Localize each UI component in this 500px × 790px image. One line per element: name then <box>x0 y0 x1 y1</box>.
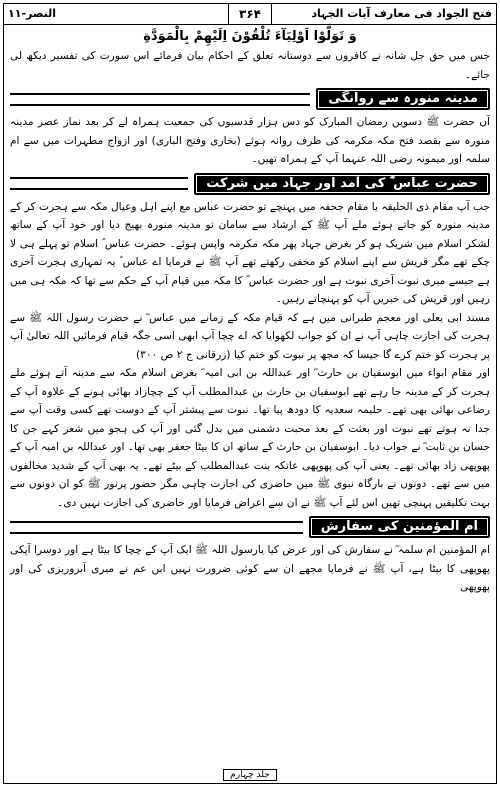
page-content <box>4 25 496 597</box>
section-heading: حضرت عباس ؓ کی آمد اور جہاد میں شرکت <box>194 173 490 195</box>
section-paragraph: آں حضرت ﷺ دسویں رمضان المبارک کو دس ہزار قدسیوں کی جمعیت ہمراہ لے کر بعد نماز عصر مدینہ منورہ سے بقصد فتح مکہ مکرمہ کی طرف روانہ ہوئے (بخاری وفتح الباری) اور ازواج مطہرات میں سے ام سلمہ اور میمونہ رضی اللہ عنہما آپ کے ہمراہ تھیں۔ <box>10 116 490 165</box>
heading-rule <box>10 521 303 534</box>
intro-paragraph: جس میں حق جل شانہ نے کافروں سے دوستانہ تعلق کے احکام بیان فرمائے اس سورت کی تفسیر دیکھ لی جائے۔ <box>10 50 490 81</box>
quran-verse: وَ تَوَلَّوْا اَوْلِيَآءَ تُلْقُوْنَ اِلَيْهِمْ بِالْمَوَدَّةِ <box>143 29 357 44</box>
section-paragraph: اور مقام ابواء میں ابوسفیان بن حارث ؓ اور عبداللہ بن ابی امیہ ؓ بغرض اسلام مکہ سے مدینہ آتے ہوئے ملے ہجرت کر کے مدینہ جا رہے تھے ابوسفیان بن حارث بن عبدالمطلب آپ کے چچازاد بھائی ہونے کے علاوہ آپ کے رضاعی بھائی بھی تھے۔ حلیمہ سعدیہ کا دودھ پیا تھا۔ نبوت سے پیشتر آپ کے دوست تھے کسی وقت آپ سے جدا نہ ہوتے تھے نبوت اور بعثت کے بعد محبت دشمنی میں بدل گئی اور آپ کی ہجو میں شعر کہے جن کا حسان بن ثابت ؓ نے جواب دیا۔ ابوسفیان بن حارث کے ساتھ ان کا بیٹا جعفر بھی تھا۔ اور عبداللہ بن امیہ آپ کے پھوپھی زاد بھائی تھے۔ یعنی آپ کی پھوپھی عاتکہ بنت عبدالمطلب کے بیٹے تھے۔ یہ بھی آپ کے شدید مخالفوں میں سے تھے۔ دونوں نے بارگاہ نبوی ﷺ میں حاضری کی اجازت چاہی مگر حضور پرنور ﷺ کو ان دونوں سے بہت تکلیفیں پہنچی تھیں اس لئے آپ ﷺ نے ان سے اعراض فرمایا اور حاضری کی اجازت نہیں دی۔ <box>10 367 490 509</box>
volume-label: جلد چہارم <box>223 769 277 781</box>
section-paragraph: مسند ابی یعلی اور معجم طبرانی میں ہے کہ قیام مکہ کے زمانے میں عباس ؓ نے حضرت رسول اللہ ﷺ سے ہجرت کی اجازت چاہی آپ نے ان کو جواب لکھوایا کہ اے چچا آپ ابھی اسی جگہ قیام فرمائیں اللہ تعالیٰ آپ پر ہجرت کو ختم کرے گا جیسا کہ مجھ پر نبوت کو ختم کیا (زرقانی ج ۲ ص ۳۰۰) <box>10 311 490 361</box>
page <box>3 3 497 784</box>
heading-rule <box>10 177 188 190</box>
section-paragraph: جب آپ مقام ذی الحلیفہ یا مقام جحفہ میں پہنچے تو حضرت عباس مع اپنے اہل وعیال مکہ سے ہجرت کر کے مدینہ منورہ کو جاتے ہوئے ملے آپ ﷺ کے ارشاد سے سامان تو مدینہ منورہ بھیج دیا اور خود آپ کے ساتھ لشکر اسلام میں شریک ہو کر بغرض جہاد پھر مکہ مکرمہ واپس ہوئے۔ حضرت عباس ؓ اسلام تو پہلے ہی لا چکے تھے مگر قریش سے اپنے اسلام کو مخفی رکھتے تھے آپ ﷺ نے فرمایا اے عباس ؓ یہ تمہاری ہجرت آخری ہے جیسے میری نبوت آخری نبوت ہے اور حضرت عباس ؓ کا مکہ میں قیام آپ کے حکم سے تھا کہ مکہ ہی میں رہیں اور قریش کی خبریں آپ کو پہنچاتے رہیں۔ <box>10 200 490 305</box>
section-heading-row <box>10 88 490 110</box>
section-heading-row <box>10 516 490 538</box>
page-footer <box>4 770 496 780</box>
page-header <box>4 4 496 25</box>
heading-rule <box>10 93 310 106</box>
surah-label: النصر-۱۱ <box>8 7 57 20</box>
section-paragraph: ام المؤمنین ام سلمہ ؓ نے سفارش کی اور عرض کیا یارسول اللہ ﷺ ایک آپ کے چچا کا بیٹا ہے اور دوسرا آپکی پھوپھی کا بیٹا ہے، آپ ﷺ نے فرمایا مجھے ان سے کوئی ضرورت نہیں ابن عم نے میری آبروریزی کی اور پھوپھی <box>10 544 490 593</box>
section-heading: مدینہ منورہ سے روانگی <box>316 88 490 110</box>
section-heading-row <box>10 173 490 195</box>
section-heading: ام المؤمنین کی سفارش <box>309 516 490 538</box>
page-number: ۳۶۴ <box>228 4 272 24</box>
book-title: فتح الجواد فی معارف آیات الجہاد <box>311 7 492 20</box>
